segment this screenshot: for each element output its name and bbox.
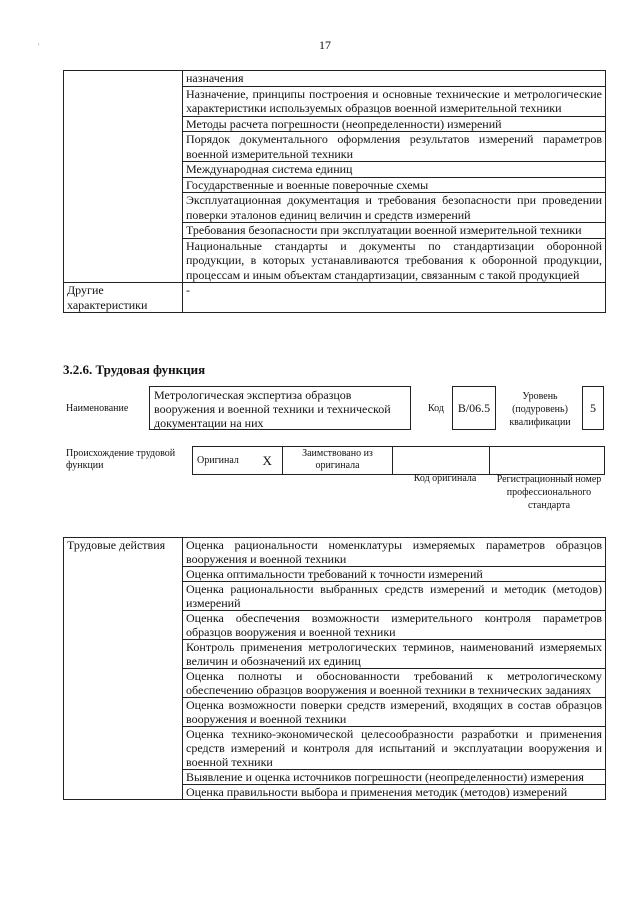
original-code-caption: Код оригинала — [413, 473, 477, 484]
other-characteristics-value: - — [183, 283, 606, 313]
level-label: Уровень (подуровень) квалификации — [509, 391, 571, 428]
original-code-cell — [393, 447, 490, 475]
knowledge-item: назначения — [183, 71, 606, 87]
code-label: Код — [428, 403, 444, 414]
labor-action-item: Оценка возможности поверки средств измерений, входящих в состав образцов вооружения и военной техники — [183, 698, 606, 727]
table-row — [64, 538, 606, 567]
borrowed-label: Заимствовано из оригинала — [283, 447, 393, 475]
other-characteristics-label: Другие характеристики — [64, 283, 183, 313]
table-row — [64, 71, 606, 87]
stray-mark: ' — [38, 42, 40, 51]
labor-action-item: Выявление и оценка источников погрешности (неопределенности) измерения — [183, 770, 606, 785]
section-title: 3.2.6. Трудовая функция — [63, 362, 206, 377]
labor-action-item: Оценка рациональности номенклатуры измеряемых параметров образцов вооружения и военной техники — [183, 538, 606, 567]
original-mark: X — [253, 447, 283, 475]
name-label: Наименование — [66, 403, 129, 414]
knowledge-item: Порядок документального оформления результатов измерений параметров военной измерительной техники — [183, 132, 606, 162]
page-number: 17 — [319, 38, 331, 52]
original-label: Оригинал — [193, 447, 253, 475]
labor-actions-table — [63, 537, 606, 800]
knowledge-item: Эксплуатационная документация и требования безопасности при проведении поверки эталонов единиц величин и средств измерений — [183, 193, 606, 223]
labor-action-item: Оценка рациональности выбранных средств измерений и методик (методов) измерений — [183, 582, 606, 611]
labor-action-item: Оценка полноты и обоснованности требований к метрологическому обеспечению образцов вооружения и военной техники в технических заданиях — [183, 669, 606, 698]
knowledge-item: Международная система единиц — [183, 162, 606, 178]
labor-action-item: Оценка технико-экономической целесообразности разработки и применения средств измерений и контроля для испытаний и эксплуатации вооружения и военной техники — [183, 727, 606, 770]
labor-action-item: Контроль применения метрологических терминов, наименований измеряемых величин и обозначений их единиц — [183, 640, 606, 669]
knowledge-item: Требования безопасности при эксплуатации военной измерительной техники — [183, 223, 606, 239]
knowledge-table — [63, 70, 606, 313]
knowledge-item: Методы расчета погрешности (неопределенности) измерений — [183, 116, 606, 132]
labor-action-item: Оценка правильности выбора и применения методик (методов) измерений — [183, 785, 606, 800]
knowledge-item: Назначение, принципы построения и основные технические и метрологические характеристики используемых образцов военной измерительной техники — [183, 86, 606, 116]
labor-action-item: Оценка обеспечения возможности измерительного контроля параметров образцов вооружения и военной техники — [183, 611, 606, 640]
registration-number-cell — [490, 447, 605, 475]
knowledge-label-cell — [64, 71, 183, 283]
knowledge-item: Государственные и военные поверочные схемы — [183, 177, 606, 193]
origin-label: Происхождение трудовой функции — [66, 448, 176, 471]
registration-number-caption: Регистрационный номер профессионального стандарта — [496, 474, 602, 511]
level-value-box: 5 — [582, 386, 604, 430]
origin-table — [192, 446, 605, 475]
labor-actions-label: Трудовые действия — [64, 538, 183, 800]
knowledge-item: Национальные стандарты и документы по стандартизации оборонной продукции, в которых устанавливаются требования к оборонной продукции, процессам и иным объектам стандартизации, связанным с такой продукцией — [183, 238, 606, 283]
table-row — [64, 283, 606, 313]
function-name-box: Метрологическая экспертиза образцов вооружения и военной техники и технической документации на них — [149, 386, 411, 430]
code-value-box: B/06.5 — [452, 386, 496, 430]
table-row — [193, 447, 605, 475]
labor-action-item: Оценка оптимальности требований к точности измерений — [183, 567, 606, 582]
